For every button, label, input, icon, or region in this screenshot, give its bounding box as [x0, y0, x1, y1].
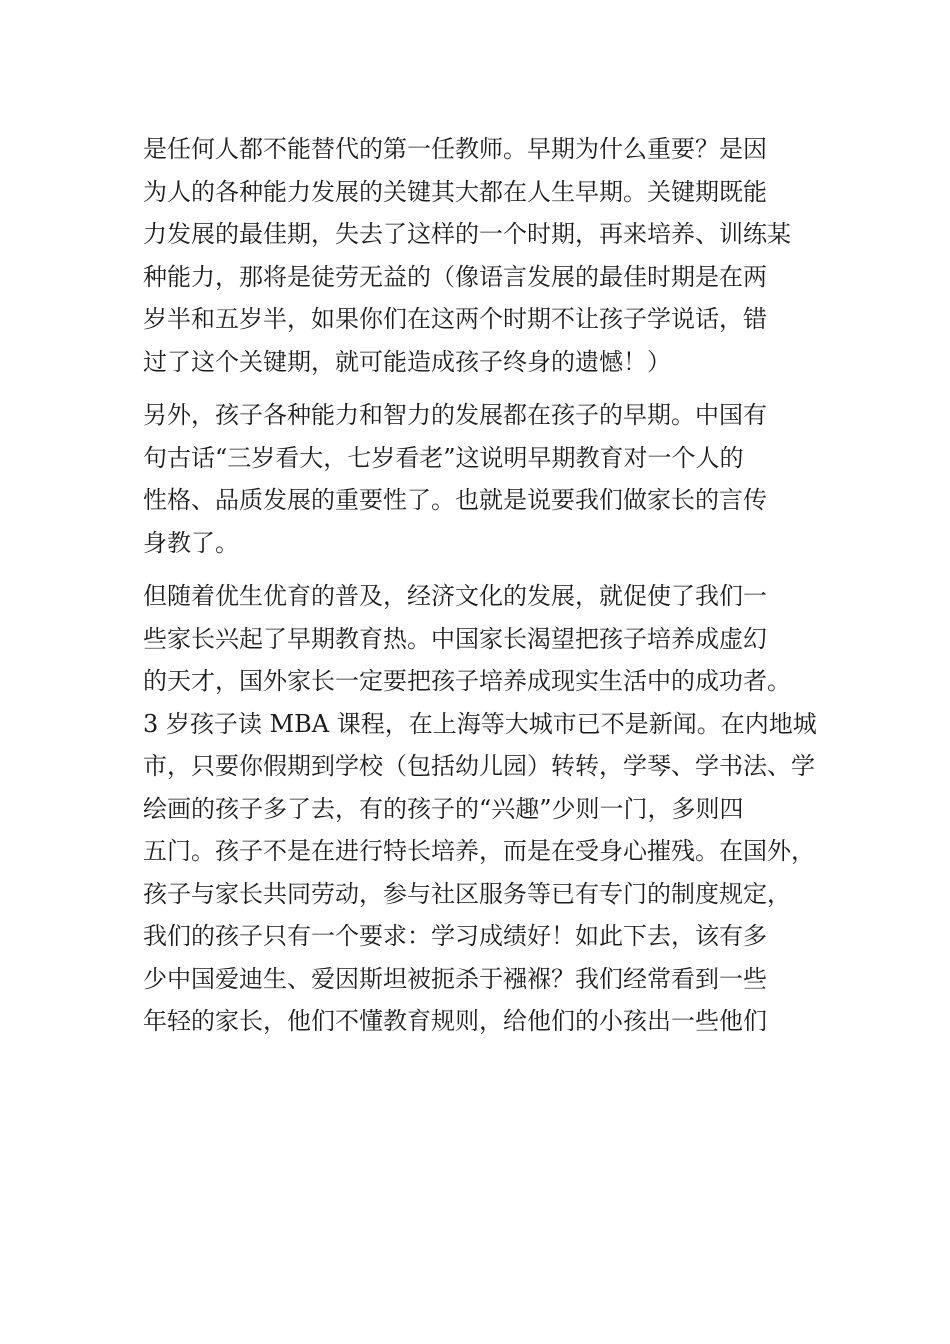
paragraph-3	[143, 575, 817, 1043]
text-line: 身教了。	[143, 528, 239, 557]
text-line: 市，只要你假期到学校（包括幼儿园）转转，学琴、学书法、学	[143, 752, 815, 780]
document-body	[143, 128, 817, 1043]
text-line: 为人的各种能力发展的关键其大都在人生早期。关键期既能	[143, 177, 767, 206]
text-line: 种能力，那将是徒劳无益的（像语言发展的最佳时期是在两	[143, 262, 767, 291]
text-line: 3 岁孩子读 MBA 课程，在上海等大城市已不是新闻。在内地城	[143, 709, 817, 738]
text-line: 绘画的孩子多了去，有的孩子的“兴趣”少则一门，多则四	[143, 794, 744, 823]
text-line: 少中国爱迪生、爱因斯坦被扼杀于襁褓？我们经常看到一些	[143, 964, 767, 993]
paragraph-2	[143, 394, 813, 564]
text-line: 我们的孩子只有一个要求：学习成绩好！如此下去，该有多	[143, 922, 767, 950]
text-line: 句古话“三岁看大，七岁看老”这说明早期教育对一个人的	[143, 443, 744, 472]
text-line: 岁半和五岁半，如果你们在这两个时期不让孩子学说话，错	[143, 305, 767, 333]
text-line: 过了这个关键期，就可能造成孩子终身的遗憾！）	[143, 347, 671, 376]
text-line: 五门。孩子不是在进行特长培养，而是在受身心摧残。在国外，	[143, 837, 815, 865]
text-line: 性格、品质发展的重要性了。也就是说要我们做家长的言传	[143, 486, 767, 514]
text-line: 力发展的最佳期，失去了这样的一个时期，再来培养、训练某	[143, 220, 791, 248]
text-line: 的天才，国外家长一定要把孩子培养成现实生活中的成功者。	[143, 667, 791, 695]
text-line: 是任何人都不能替代的第一任教师。早期为什么重要？是因	[143, 135, 767, 163]
paragraph-1	[143, 128, 813, 383]
text-line: 但随着优生优育的普及，经济文化的发展，就促使了我们一	[143, 582, 767, 610]
text-line: 年轻的家长，他们不懂教育规则，给他们的小孩出一些他们	[143, 1007, 767, 1035]
text-line: 孩子与家长共同劳动，参与社区服务等已有专门的制度规定，	[143, 879, 791, 908]
text-line: 另外，孩子各种能力和智力的发展都在孩子的早期。中国有	[143, 401, 767, 429]
text-line: 些家长兴起了早期教育热。中国家长渴望把孩子培养成虚幻	[143, 624, 767, 653]
